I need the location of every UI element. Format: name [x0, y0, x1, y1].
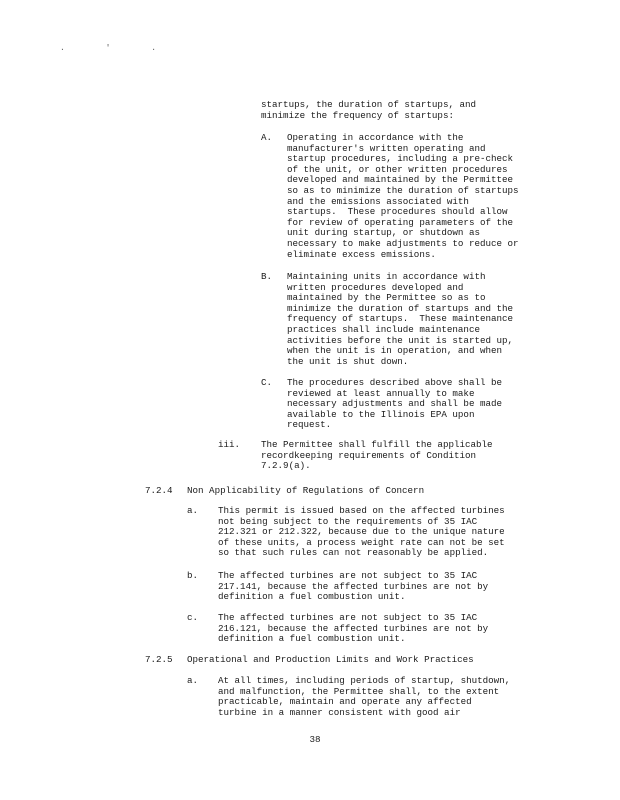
item-label-7-2-4-b: b. — [187, 570, 199, 581]
section-number-7-2-4: 7.2.4 — [145, 485, 173, 496]
item-label-7-2-4-a: a. — [187, 505, 199, 516]
item-label-7-2-4-c: c. — [187, 612, 199, 623]
list-item-label-A: A. — [261, 132, 273, 143]
page-number: 38 — [309, 734, 321, 745]
section-title-7-2-4: Non Applicability of Regulations of Concern — [187, 485, 425, 496]
list-item-text-iii: The Permittee shall fulfill the applicable recordkeeping requirements of Condition 7.2.9(a). — [261, 439, 493, 472]
item-text-7-2-4-b: The affected turbines are not subject to 35 IAC 217.141, because the affected turbines are not by definition a fuel combustion unit. — [218, 570, 489, 603]
intro-paragraph: startups, the duration of startups, and minimize the frequency of startups: — [261, 99, 477, 121]
list-item-text-A: Operating in accordance with the manufacturer's written operating and startup procedures, including a pre-check of the unit, or other written procedures developed and maintained by the Permittee so as to minimize the duration of startups and the emissions associated with startups. These procedures should allow for review of operating parameters of the unit during startup, or shutdown as necessary to make adjustments to reduce or eliminate excess emissions. — [287, 132, 519, 260]
list-item-label-C: C. — [261, 377, 273, 388]
section-number-7-2-5: 7.2.5 — [145, 654, 173, 665]
scan-marks: . ' . — [60, 44, 175, 53]
list-item-text-C: The procedures described above shall be reviewed at least annually to make necessary adjustments and shall be made available to the Illinois EPA upon request. — [287, 377, 503, 431]
item-text-7-2-4-c: The affected turbines are not subject to 35 IAC 216.121, because the affected turbines are not by definition a fuel combustion unit. — [218, 612, 489, 645]
list-item-text-B: Maintaining units in accordance with written procedures developed and maintained by the Permittee so as to minimize the duration of startups and the frequency of startups. These maintenance practices shall include maintenance activities before the unit is started up, when the unit is in operation, and when the unit is shut down. — [287, 271, 514, 367]
item-text-7-2-5-a: At all times, including periods of startup, shutdown, and malfunction, the Permittee shall, to the extent practicable, maintain and operate any affected turbine in a manner consistent with good air — [218, 675, 511, 718]
item-text-7-2-4-a: This permit is issued based on the affected turbines not being subject to the requirements of 35 IAC 212.321 or 212.322, because due to the unique nature of these units, a process weight rate can not be set so that such rules can not reasonably be applied. — [218, 505, 505, 559]
section-title-7-2-5: Operational and Production Limits and Work Practices — [187, 654, 474, 665]
list-item-label-B: B. — [261, 271, 273, 282]
list-item-label-iii: iii. — [218, 439, 241, 450]
item-label-7-2-5-a: a. — [187, 675, 199, 686]
